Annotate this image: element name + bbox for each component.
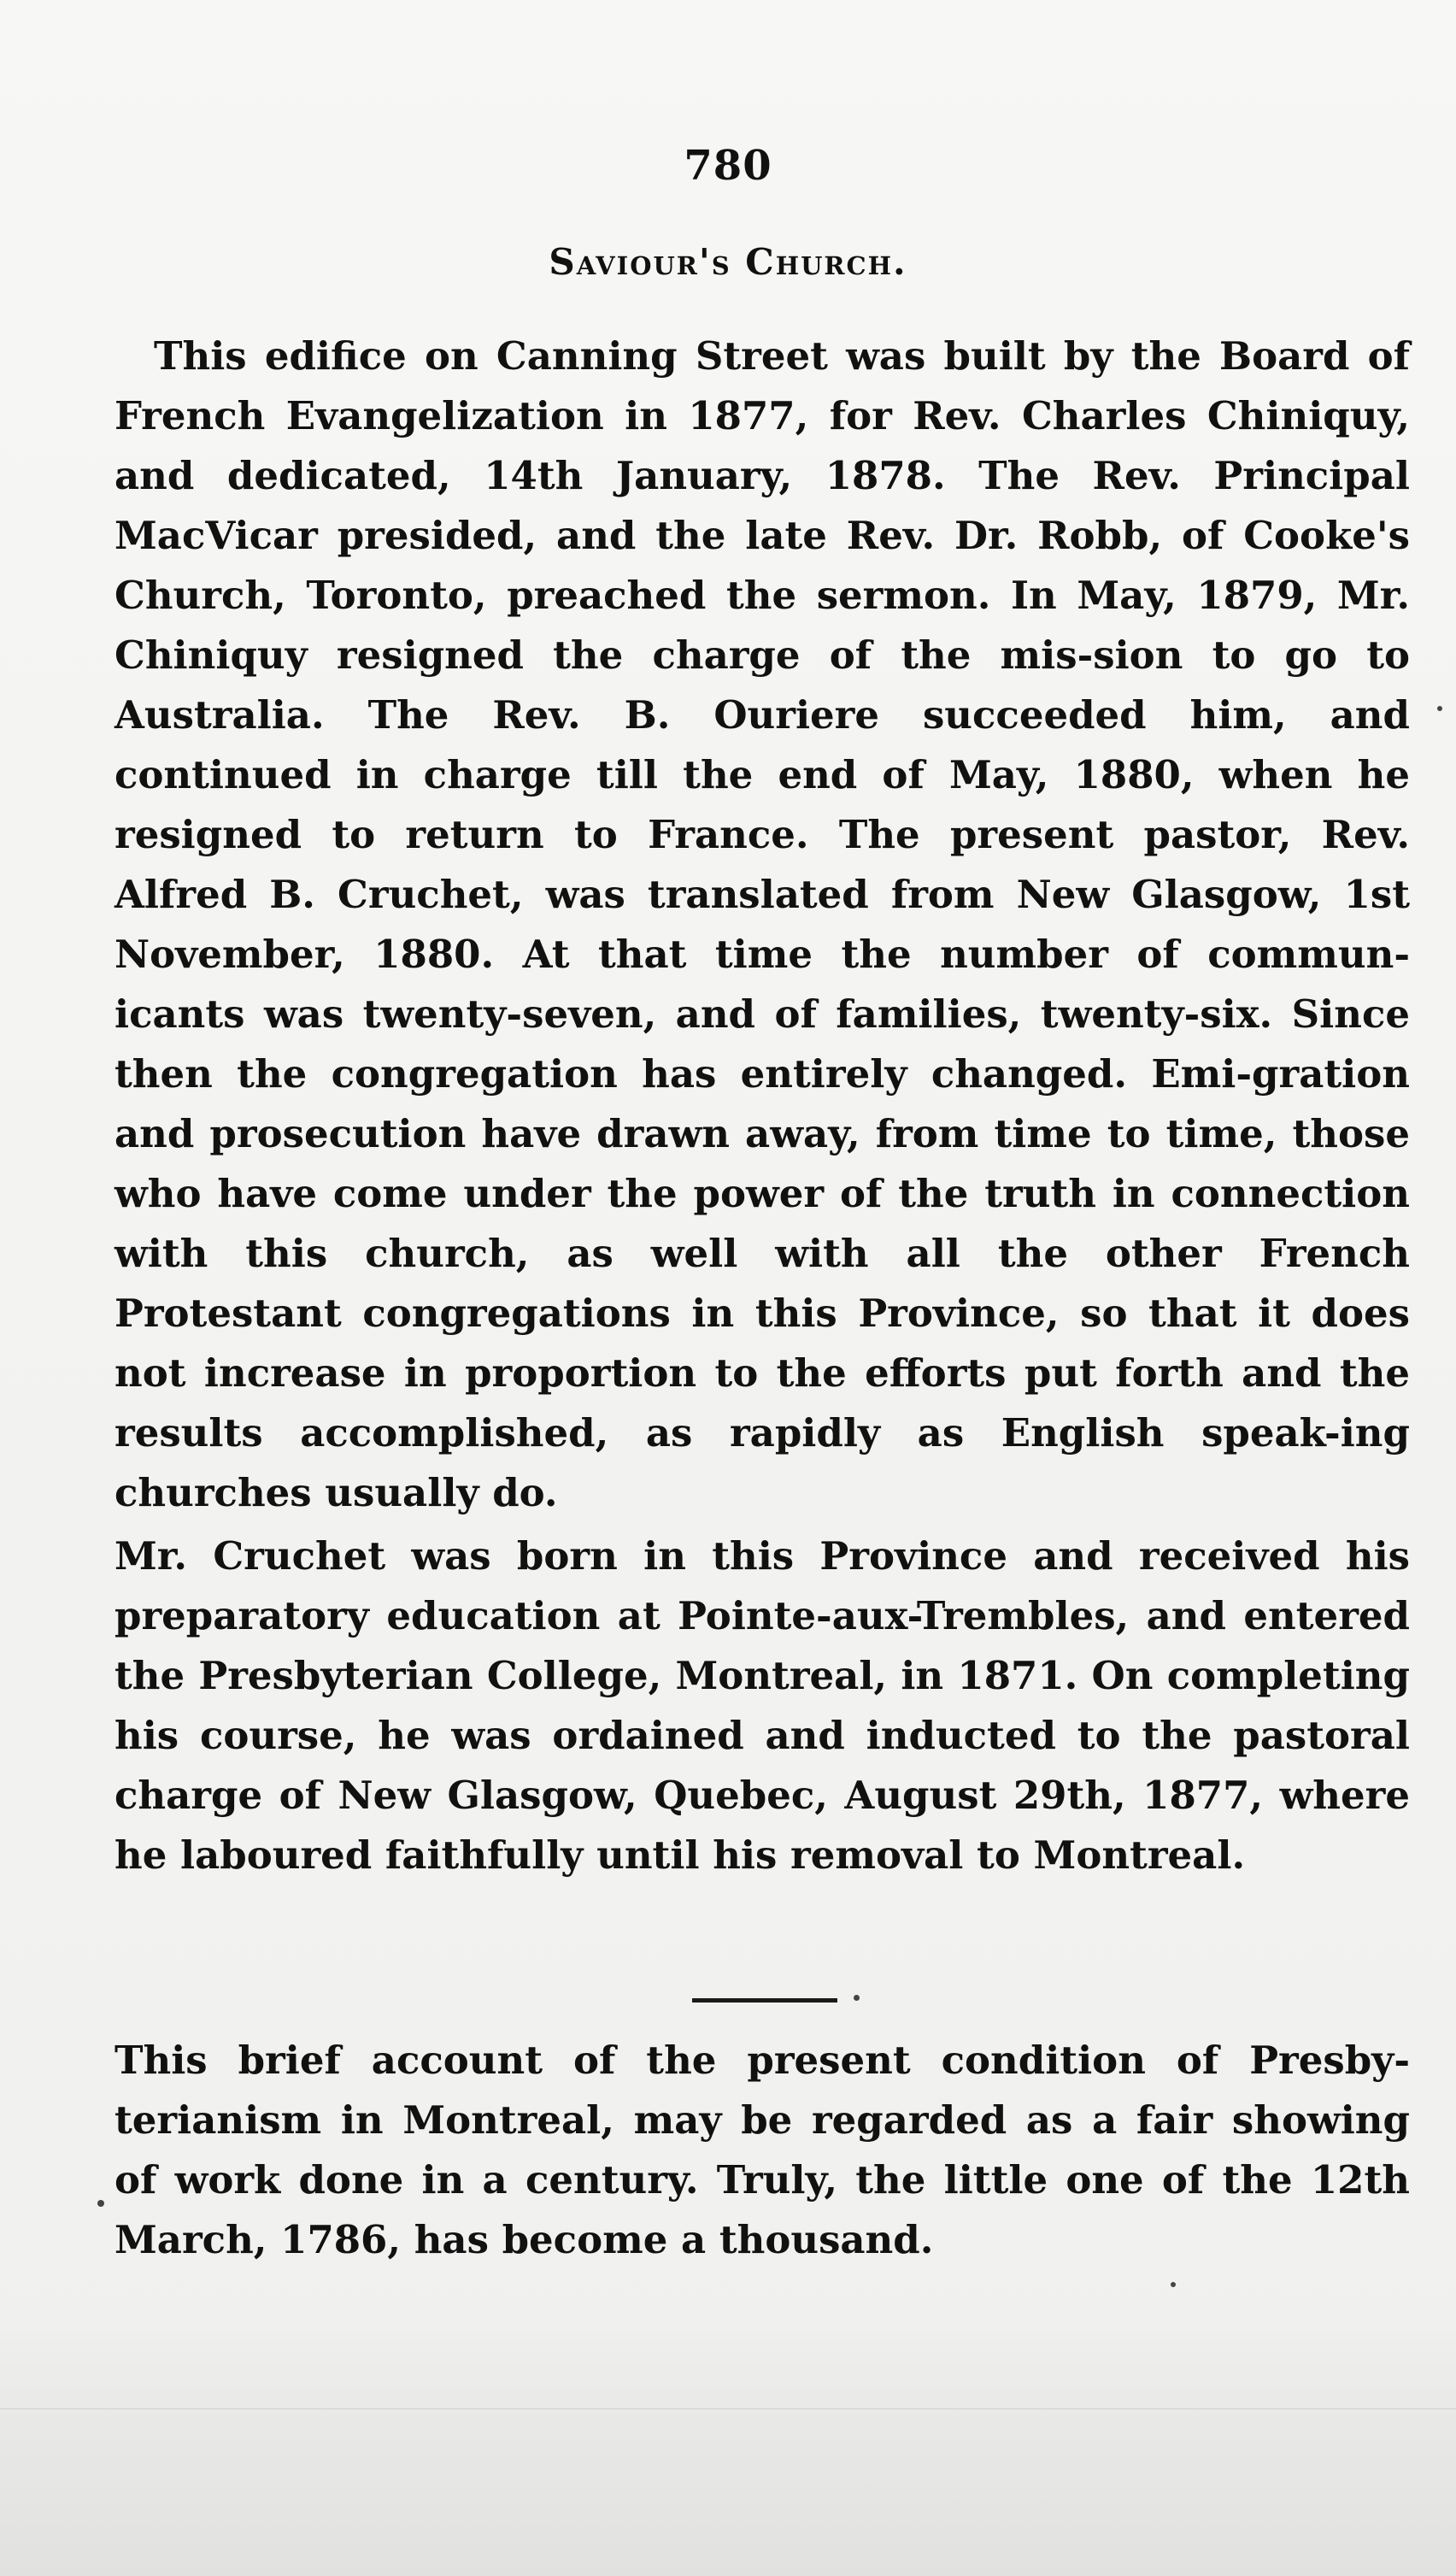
body-paragraph-3: This brief account of the present condition of Presby-terianism in Montreal, may be regarded as a fair showing of work done in a century. Truly, the little one of the 12th March, 1786, has become a thousand. — [114, 2038, 1410, 2262]
page-number: 780 — [684, 142, 772, 190]
body-paragraph-1: This edifice on Canning Street was built by the Board of French Evangelization in 1877, for Rev. Charles Chiniquy, and dedicated, 14th January, 1878. The Rev. Principal MacVicar presided, and the late Rev. Dr. Robb, of Cooke's Church, Toronto, preached the sermon. In May, 1879, Mr. Chiniquy resigned the charge of the mis-sion to go to Australia. The Rev. B. Ouriere succeeded him, and continued in charge till the end of May, 1880, when he resigned to return to France. The present pastor, Rev. Alfred B. Cruchet, was translated from New Glasgow, 1st November, 1880. At that time the number of commun-icants was twenty-seven, and of families, twenty-six. Since then the congregation has entirely changed. Emi-gration and prosecution have drawn away, from time to time, those who have come under the power of the truth in connection with this church, as well with all the other French Protestant congregations in this Province, so that it does not increase in proportion to the efforts put forth and the results accomplished, as rapidly as English speak-ing churches usually do. — [114, 333, 1410, 1515]
scan-speck — [1171, 2282, 1176, 2287]
scan-speck — [97, 2200, 104, 2207]
body-paragraph-2: Mr. Cruchet was born in this Province and received his preparatory education at Pointe-aux-Trembles, and entered the Presbyterian College, Montreal, in 1871. On completing his course, he was ordained and inducted to the pastoral charge of New Glasgow, Quebec, August 29th, 1877, where he laboured faithfully until his removal to Montreal. — [114, 1533, 1410, 1878]
page-bottom-line — [0, 2408, 1456, 2409]
section-title: Saviour's Church. — [549, 241, 907, 283]
section-divider — [692, 1998, 837, 2003]
scan-speck — [1437, 706, 1442, 711]
page-bottom-shadow — [0, 2316, 1456, 2576]
scan-speck — [854, 1995, 860, 2001]
